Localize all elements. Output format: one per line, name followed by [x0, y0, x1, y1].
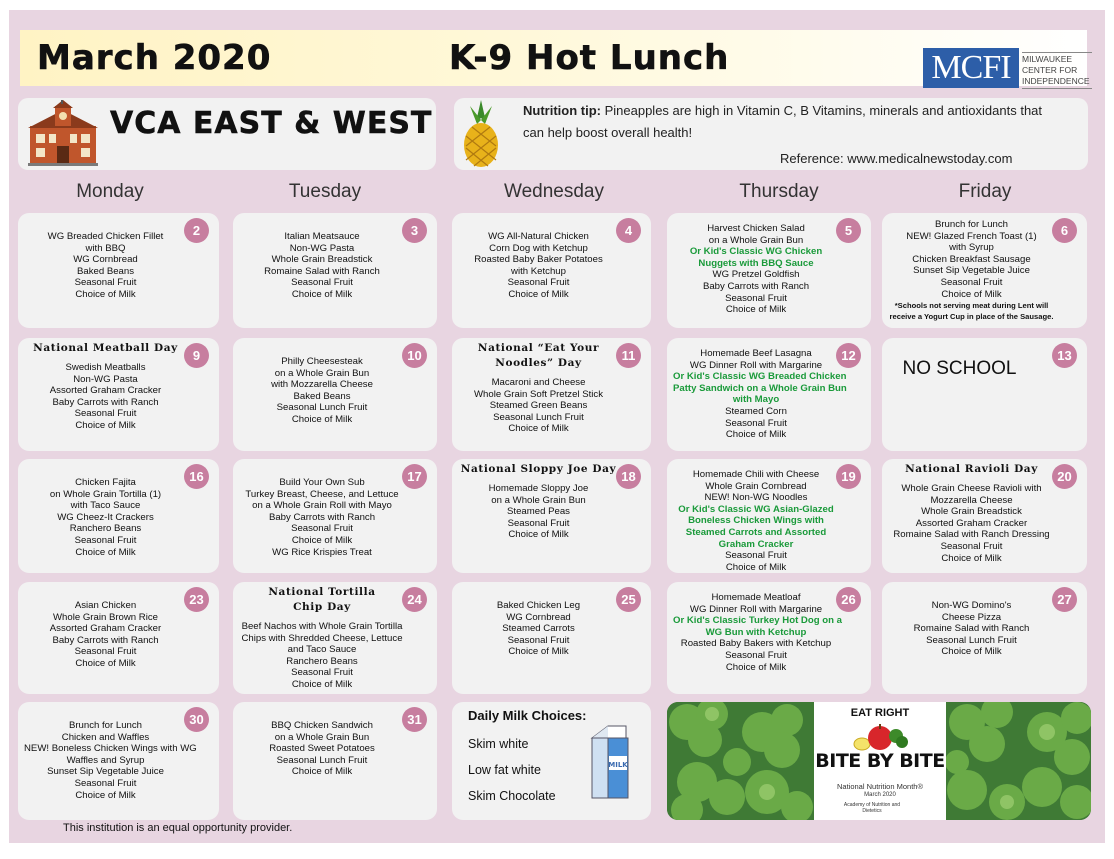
school-name: VCA EAST & WEST — [110, 106, 433, 141]
day-cell — [452, 338, 651, 451]
menu-line: Whole Grain Cheese Ravioli with — [901, 483, 1042, 494]
menu-line: Romaine Salad with Ranch — [264, 265, 380, 277]
day-cell — [667, 459, 871, 573]
date-badge: 30 — [184, 707, 209, 732]
menu-line: Choice of Milk — [75, 546, 136, 558]
date-badge: 13 — [1052, 343, 1077, 368]
month-title: March 2020 — [37, 38, 272, 78]
menu-items — [239, 477, 405, 558]
menu-line: NEW! Non-WG Noodles — [704, 492, 808, 504]
menu-items — [456, 462, 621, 541]
nutrition-tip-body: Pineapples are high in Vitamin C, B Vitamins, minerals and antioxidants that can help boost overall health! — [523, 103, 1043, 140]
national-day-title: National “Eat Your — [477, 342, 600, 354]
menu-line: Steamed Corn — [725, 405, 787, 417]
bite-by-bite-headline: BITE BY BITE — [815, 750, 945, 772]
date-badge: 18 — [616, 464, 641, 489]
day-cell — [667, 582, 871, 694]
kids-classic-option: Steamed Carrots and Assorted — [685, 526, 827, 538]
menu-line: on a Whole Grain Bun — [274, 731, 370, 743]
menu-line: Seasonal Lunch Fruit — [493, 411, 584, 423]
menu-items — [24, 231, 187, 301]
menu-line: Choice of Milk — [941, 646, 1002, 658]
menu-line: Chips with Shredded Cheese, Lettuce — [241, 632, 403, 644]
date-badge: 20 — [1052, 464, 1077, 489]
menu-line: Choice of Milk — [75, 789, 136, 801]
nutrition-tip-label: Nutrition tip: — [523, 103, 601, 118]
menu-line: WG Pretzel Goldfish — [712, 269, 800, 281]
menu-line: WG Cornbread — [506, 611, 571, 623]
menu-line: with Ketchup — [511, 265, 566, 277]
kids-classic-option: Or Kid's Classic WG Breaded Chicken — [673, 371, 847, 383]
date-badge: 5 — [836, 218, 861, 243]
menu-line: Baby Carrots with Ranch — [702, 280, 810, 292]
menu-line: Roasted Baby Bakers with Ketchup — [680, 638, 832, 650]
kids-classic-option: with Mayo — [732, 394, 780, 406]
menu-line: Ranchero Beans — [286, 655, 358, 667]
menu-line: Waffles and Syrup — [66, 754, 145, 766]
menu-line: Seasonal Fruit — [725, 649, 787, 661]
menu-line: Homemade Sloppy Joe — [488, 483, 589, 494]
date-badge: 25 — [616, 587, 641, 612]
menu-line: Macaroni and Cheese — [491, 377, 586, 388]
milk-choices-cell — [452, 702, 651, 820]
menu-line: Steamed Carrots — [502, 623, 575, 635]
menu-line: Choice of Milk — [291, 288, 353, 300]
date-badge: 11 — [616, 343, 641, 368]
day-cell — [18, 582, 219, 694]
menu-line: Choice of Milk — [941, 552, 1002, 564]
menu-items — [458, 600, 619, 658]
menu-line: on a Whole Grain Bun — [491, 494, 586, 506]
nutrition-reference: Reference: www.medicalnewstoday.com — [780, 151, 1013, 166]
menu-line: WG Cornbread — [73, 254, 138, 266]
menu-line: Choice of Milk — [75, 657, 136, 669]
menu-line: NEW! Glazed French Toast (1) — [906, 230, 1037, 242]
national-day-title: National Sloppy Joe Day — [460, 463, 617, 475]
milk-option: Skim Chocolate — [468, 789, 556, 803]
menu-items — [888, 600, 1055, 658]
menu-line: Turkey Breast, Cheese, and Lettuce — [245, 488, 399, 500]
menu-line: Seasonal Fruit — [507, 634, 570, 646]
date-badge: 27 — [1052, 587, 1077, 612]
nutrition-tip-text — [523, 100, 1043, 144]
menu-line: Sunset Sip Vegetable Juice — [47, 766, 164, 778]
menu-items — [458, 231, 619, 301]
day-header-wednesday: Wednesday — [504, 181, 604, 202]
menu-line: Choice of Milk — [75, 288, 136, 300]
menu-line: on a Whole Grain Bun — [708, 234, 804, 246]
menu-line: Whole Grain Cornbread — [705, 480, 807, 492]
date-badge: 19 — [836, 464, 861, 489]
menu-line: Swedish Meatballs — [65, 362, 146, 373]
menu-line: Assorted Graham Cracker — [49, 623, 162, 635]
menu-line: Non-WG Pasta — [73, 373, 138, 385]
menu-line: Seasonal Fruit — [507, 277, 570, 289]
menu-line: Steamed Peas — [507, 506, 570, 518]
day-cell — [882, 582, 1087, 694]
national-day-title: Noodles” Day — [495, 357, 582, 369]
milk-carton-label: MILK — [608, 761, 628, 769]
academy-logo-text: Academy of Nutrition and Dietetics — [843, 802, 901, 814]
menu-line: Philly Cheesesteak — [281, 356, 363, 367]
menu-title: K-9 Hot Lunch — [449, 38, 730, 78]
menu-line: Mozzarella Cheese — [930, 494, 1013, 506]
menu-line: and Taco Sauce — [287, 644, 357, 656]
menu-line: Seasonal Fruit — [725, 292, 787, 304]
day-header-tuesday: Tuesday — [288, 181, 362, 202]
menu-line: Beef Nachos with Whole Grain Tortilla — [241, 621, 403, 632]
menu-line: Choice of Milk — [508, 529, 569, 541]
day-cell — [452, 582, 651, 694]
menu-items — [22, 341, 189, 432]
day-cell — [18, 459, 219, 573]
menu-line: BBQ Chicken Sandwich — [271, 720, 373, 731]
promo-year: March 2020 — [864, 792, 896, 798]
school-building-icon — [28, 100, 98, 166]
menu-line: NEW! Boneless Chicken Wings with WG — [24, 743, 197, 755]
national-day-title: National Tortilla — [268, 586, 376, 598]
menu-line: Romaine Salad with Ranch Dressing — [893, 529, 1050, 541]
menu-line: WG Cheez-It Crackers — [57, 511, 154, 523]
menu-line: Non-WG Pasta — [289, 242, 355, 254]
date-badge: 2 — [184, 218, 209, 243]
menu-line: Seasonal Fruit — [74, 277, 137, 289]
date-badge: 9 — [184, 343, 209, 368]
kids-classic-option: Or Kid's Classic WG Chicken — [689, 246, 823, 258]
day-cell — [233, 213, 437, 328]
menu-line: Seasonal Fruit — [940, 540, 1003, 552]
bite-by-bite-panel — [814, 702, 946, 820]
national-day-title: National Meatball Day — [33, 342, 178, 354]
menu-items — [886, 462, 1057, 564]
menu-line: Homemade Beef Lasagna — [700, 348, 812, 359]
menu-line: on a Whole Grain Bun — [274, 367, 370, 379]
menu-line: Baked Beans — [293, 390, 351, 402]
menu-line: Assorted Graham Cracker — [49, 385, 162, 397]
menu-line: Whole Grain Soft Pretzel Stick — [473, 388, 604, 400]
day-cell — [667, 213, 871, 328]
menu-line: Brunch for Lunch — [934, 219, 1009, 230]
national-day-title: Chip Day — [293, 601, 351, 613]
mcfi-logo: MCFI — [923, 48, 1019, 88]
milk-choices-title: Daily Milk Choices: — [468, 708, 587, 723]
menu-line: WG All-Natural Chicken — [488, 231, 589, 242]
menu-items — [673, 469, 839, 573]
menu-line: Cheese Pizza — [941, 611, 1002, 623]
menu-items — [882, 358, 1037, 380]
date-badge: 26 — [836, 587, 861, 612]
nutrition-month-label: National Nutrition Month® — [837, 782, 923, 791]
menu-line: Seasonal Fruit — [507, 517, 570, 529]
menu-line: Assorted Graham Cracker — [915, 517, 1028, 529]
menu-line: Seasonal Fruit — [291, 277, 353, 289]
date-badge: 12 — [836, 343, 861, 368]
menu-line: Seasonal Lunch Fruit — [276, 402, 368, 414]
menu-line: Choice of Milk — [291, 413, 353, 425]
kids-classic-option: Nuggets with BBQ Sauce — [698, 257, 814, 269]
day-cell — [233, 702, 437, 820]
menu-line: with Taco Sauce — [70, 500, 141, 512]
day-cell — [882, 459, 1087, 573]
kids-classic-option: Or Kid's Classic WG Asian-Glazed — [678, 503, 834, 515]
menu-line: Italian Meatsauce — [284, 231, 360, 242]
mcfi-logo-subtitle: MILWAUKEE CENTER FOR INDEPENDENCE — [1022, 52, 1092, 89]
menu-line: with BBQ — [85, 242, 126, 254]
kids-classic-option: Boneless Chicken Wings with — [688, 515, 824, 527]
menu-items — [24, 720, 197, 801]
day-cell — [882, 338, 1087, 451]
menu-items — [239, 720, 405, 778]
no-school-label: NO SCHOOL — [902, 358, 1017, 379]
menu-items — [673, 592, 842, 673]
milk-option: Skim white — [468, 737, 529, 751]
menu-line: Seasonal Lunch Fruit — [926, 634, 1017, 646]
menu-line: Seasonal Fruit — [940, 276, 1003, 288]
menu-line: Seasonal Fruit — [74, 534, 137, 546]
menu-line: Choice of Milk — [725, 304, 787, 316]
menu-line: on a Whole Grain Roll with Mayo — [252, 500, 392, 512]
menu-line: Baked Chicken Leg — [496, 600, 581, 611]
menu-items — [673, 348, 847, 441]
menu-line: Choice of Milk — [941, 288, 1002, 300]
menu-line: with Mozzarella Cheese — [271, 379, 373, 391]
eat-right-text: EAT RIGHT — [850, 707, 910, 719]
menu-line: Seasonal Fruit — [725, 550, 787, 562]
date-badge: 16 — [184, 464, 209, 489]
menu-line: Chicken and Waffles — [61, 731, 150, 743]
day-cell — [18, 702, 219, 820]
menu-line: Seasonal Fruit — [74, 408, 137, 420]
menu-items — [24, 600, 187, 670]
menu-line: Sunset Sip Vegetable Juice — [913, 265, 1030, 277]
menu-line: Asian Chicken — [74, 600, 137, 611]
menu-line: Homemade Meatloaf — [711, 592, 801, 603]
menu-line: Ranchero Beans — [69, 523, 142, 535]
date-badge: 3 — [402, 218, 427, 243]
date-badge: 23 — [184, 587, 209, 612]
nutrition-month-promo — [667, 702, 1091, 820]
menu-line: Steamed Green Beans — [489, 400, 588, 412]
menu-items — [673, 223, 839, 316]
menu-items — [237, 585, 407, 691]
menu-line: Baked Beans — [76, 265, 135, 277]
date-badge: 24 — [402, 587, 427, 612]
menu-items — [888, 219, 1055, 322]
menu-line: Choice of Milk — [291, 534, 353, 546]
pineapple-icon — [458, 100, 504, 168]
menu-line: Seasonal Fruit — [291, 523, 353, 535]
menu-line: Choice of Milk — [75, 419, 136, 431]
menu-line: Seasonal Fruit — [291, 667, 353, 679]
menu-line: Chicken Breakfast Sausage — [912, 253, 1031, 265]
menu-items — [456, 341, 621, 435]
date-badge: 31 — [402, 707, 427, 732]
menu-line: WG Dinner Roll with Margarine — [689, 359, 823, 371]
date-badge: 4 — [616, 218, 641, 243]
menu-line: Choice of Milk — [725, 661, 787, 673]
menu-line: Homemade Chili with Cheese — [692, 469, 820, 480]
kids-classic-option: Or Kid's Classic Turkey Hot Dog on a — [673, 615, 842, 627]
menu-line: Build Your Own Sub — [279, 477, 365, 488]
menu-line: with Syrup — [949, 242, 994, 254]
kids-classic-option: Graham Cracker — [718, 538, 794, 550]
menu-line: Chicken Fajita — [75, 477, 136, 488]
menu-line: Baby Carrots with Ranch — [268, 511, 376, 523]
menu-line: Whole Grain Brown Rice — [52, 611, 159, 623]
day-cell — [233, 338, 437, 451]
day-cell — [667, 338, 871, 451]
day-cell — [18, 213, 219, 328]
day-header-thursday: Thursday — [739, 181, 819, 202]
milk-carton-icon — [586, 724, 632, 800]
kids-classic-option: WG Bun with Ketchup — [705, 626, 807, 638]
menu-line: Seasonal Fruit — [74, 777, 137, 789]
menu-line: Choice of Milk — [508, 288, 569, 300]
equal-opportunity-footer: This institution is an equal opportunity provider. — [63, 822, 293, 834]
menu-line: Non-WG Domino's — [931, 600, 1012, 611]
menu-line: Choice of Milk — [291, 678, 353, 690]
day-cell — [452, 459, 651, 573]
menu-items — [239, 356, 405, 426]
menu-line: Seasonal Fruit — [74, 646, 137, 658]
kids-classic-option: Patty Sandwich on a Whole Grain Bun — [673, 382, 847, 394]
day-header-friday: Friday — [958, 181, 1012, 202]
menu-line: Choice of Milk — [291, 766, 353, 778]
menu-line: Roasted Baby Baker Potatoes — [474, 254, 603, 266]
date-badge: 6 — [1052, 218, 1077, 243]
day-cell — [452, 213, 651, 328]
menu-line: Seasonal Fruit — [725, 417, 787, 429]
menu-line: on Whole Grain Tortilla (1) — [49, 488, 162, 500]
menu-line: Whole Grain Breadstick — [271, 254, 373, 266]
date-badge: 10 — [402, 343, 427, 368]
day-cell — [233, 459, 437, 573]
menu-line: Romaine Salad with Ranch — [913, 623, 1030, 635]
menu-line: Baby Carrots with Ranch — [52, 396, 159, 408]
day-cell — [882, 213, 1087, 328]
lent-note: receive a Yogurt Cup in place of the Sausage. — [889, 312, 1054, 322]
day-header-monday: Monday — [76, 181, 144, 202]
milk-option: Low fat white — [468, 763, 541, 777]
menu-line: WG Breaded Chicken Fillet — [47, 231, 164, 242]
menu-line: WG Dinner Roll with Margarine — [689, 603, 823, 615]
menu-line: Choice of Milk — [508, 423, 569, 435]
menu-line: Harvest Chicken Salad — [707, 223, 805, 234]
menu-items — [24, 477, 187, 558]
menu-line: Choice of Milk — [508, 646, 569, 658]
menu-line: Corn Dog with Ketchup — [489, 242, 588, 254]
menu-line: Choice of Milk — [725, 561, 787, 573]
national-day-title: National Ravioli Day — [905, 463, 1038, 475]
day-cell — [233, 582, 437, 694]
menu-items — [239, 231, 405, 301]
lent-note: *Schools not serving meat during Lent will — [894, 301, 1049, 311]
menu-line: Choice of Milk — [725, 429, 787, 441]
menu-line: WG Rice Krispies Treat — [272, 546, 372, 558]
menu-line: Roasted Sweet Potatoes — [269, 743, 375, 755]
menu-line: Brunch for Lunch — [68, 720, 143, 731]
date-badge: 17 — [402, 464, 427, 489]
menu-line: Baby Carrots with Ranch — [52, 634, 159, 646]
day-cell — [18, 338, 219, 451]
menu-line: Seasonal Lunch Fruit — [276, 754, 368, 766]
menu-line: Whole Grain Breadstick — [921, 506, 1022, 518]
